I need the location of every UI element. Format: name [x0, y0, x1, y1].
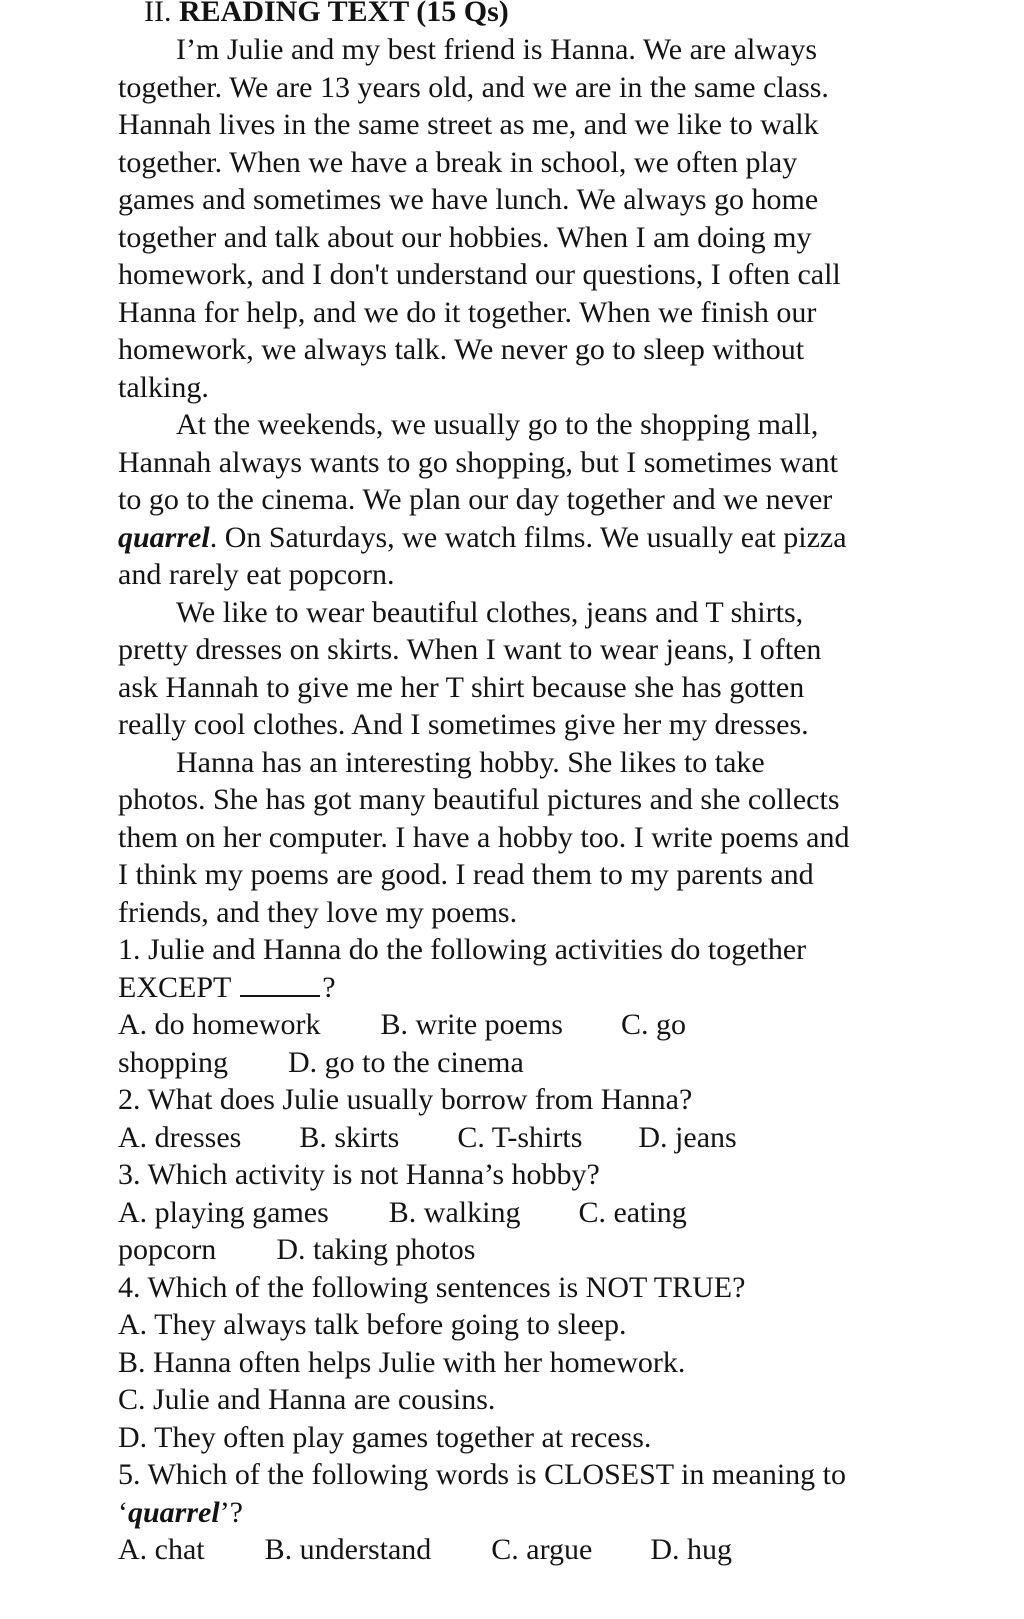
- passage-line: pretty dresses on skirts. When I want to wear jeans, I often: [118, 633, 822, 666]
- passage-line: really cool clothes. And I sometimes give her my dresses.: [118, 708, 809, 741]
- keyword-quarrel: quarrel: [118, 520, 210, 554]
- options-row: [118, 1006, 918, 1044]
- section-title: READING TEXT (15 Qs): [178, 0, 509, 28]
- passage-line: to go to the cinema. We plan our day together and we never: [118, 483, 833, 516]
- passage-line: friends, and they love my poems.: [118, 895, 518, 929]
- option-a: A. dresses: [118, 1120, 242, 1154]
- passage-paragraph-3: [118, 594, 918, 744]
- option-c: C. eating: [578, 1195, 687, 1229]
- option-c-continued: shopping: [118, 1045, 229, 1079]
- close-quote: ’?: [219, 1495, 243, 1529]
- passage-line: together. When we have a break in school, we often play: [118, 145, 798, 179]
- question-stem-text: EXCEPT: [118, 970, 231, 1004]
- passage-line: At the weekends, we usually go to the shopping mall,: [176, 408, 819, 441]
- passage-line: them on her computer. I have a hobby too. I write poems and: [118, 820, 850, 854]
- option-a: A. chat: [118, 1533, 205, 1566]
- passage-line: photos. She has got many beautiful pictures and she collects: [118, 783, 840, 816]
- passage-line: Hanna for help, and we do it together. When we finish our: [118, 295, 817, 329]
- passage-line: games and sometimes we have lunch. We always go home: [118, 183, 819, 216]
- passage-line: together and talk about our hobbies. When I am doing my: [118, 220, 812, 254]
- question-stem: [118, 1494, 918, 1532]
- passage-paragraph-4: [118, 744, 918, 932]
- option-b: B. walking: [388, 1195, 521, 1229]
- passage-line: homework, we always talk. We never go to sleep without: [118, 333, 805, 366]
- question-stem: [118, 969, 918, 1007]
- keyword-quarrel: quarrel: [128, 1495, 220, 1529]
- option-a: A. They always talk before going to sleep.: [118, 1308, 627, 1341]
- option-c: C. Julie and Hanna are cousins.: [118, 1383, 496, 1416]
- question-4: [118, 1269, 918, 1457]
- question-stem: 1. Julie and Hanna do the following activities do together: [118, 933, 807, 966]
- passage-line: talking.: [118, 370, 209, 404]
- passage-paragraph-1: [118, 31, 918, 406]
- passage-line: together. We are 13 years old, and we are in the same class.: [118, 70, 829, 104]
- passage-line: [118, 519, 918, 557]
- passage-line: Hannah lives in the same street as me, and we like to walk: [118, 108, 819, 141]
- question-3: [118, 1156, 918, 1269]
- question-1: [118, 931, 918, 1081]
- question-5: [118, 1456, 918, 1569]
- option-a: A. do homework: [118, 1008, 321, 1041]
- option-d: D. taking photos: [276, 1233, 476, 1266]
- option-b: B. write poems: [380, 1008, 563, 1041]
- option-d: D. They often play games together at recess.: [118, 1420, 652, 1454]
- question-mark: ?: [322, 970, 336, 1004]
- passage-paragraph-2: [118, 406, 918, 594]
- options-row: [118, 1231, 918, 1269]
- open-quote: ‘: [118, 1495, 128, 1529]
- answer-blank: [240, 969, 320, 997]
- options-row: [118, 1194, 918, 1232]
- option-c: C. argue: [491, 1533, 593, 1566]
- option-c: C. T-shirts: [457, 1120, 583, 1154]
- option-c-continued: popcorn: [118, 1233, 217, 1266]
- options-row: [118, 1119, 918, 1157]
- option-b: B. Hanna often helps Julie with her homework.: [118, 1345, 686, 1379]
- reading-worksheet: [118, 0, 918, 1569]
- passage-line: ask Hannah to give me her T shirt because she has gotten: [118, 670, 805, 704]
- passage-line: Hanna has an interesting hobby. She likes to take: [176, 745, 765, 779]
- section-number: II.: [144, 0, 172, 28]
- options-row: [118, 1531, 918, 1569]
- option-d: D. hug: [650, 1533, 733, 1566]
- passage-line: I think my poems are good. I read them to my parents and: [118, 858, 814, 891]
- question-stem: 2. What does Julie usually borrow from Hanna?: [118, 1083, 693, 1116]
- question-stem: 4. Which of the following sentences is NOT TRUE?: [118, 1270, 746, 1304]
- question-stem: 5. Which of the following words is CLOSEST in meaning to: [118, 1458, 847, 1491]
- question-2: [118, 1081, 918, 1156]
- passage-line: We like to wear beautiful clothes, jeans and T shirts,: [176, 595, 804, 629]
- passage-line: homework, and I don't understand our questions, I often call: [118, 258, 841, 291]
- option-d: D. go to the cinema: [288, 1045, 524, 1079]
- option-b: B. skirts: [299, 1120, 400, 1154]
- passage-line: Hannah always wants to go shopping, but I sometimes want: [118, 445, 838, 479]
- option-d: D. jeans: [638, 1120, 737, 1154]
- option-a: A. playing games: [118, 1195, 329, 1229]
- option-c: C. go: [620, 1008, 686, 1041]
- option-b: B. understand: [264, 1533, 432, 1566]
- options-row: [118, 1044, 918, 1082]
- passage-line-rest: . On Saturdays, we watch films. We usually eat pizza: [209, 520, 847, 554]
- passage-line: I’m Julie and my best friend is Hanna. We are always: [176, 33, 818, 66]
- passage-line: and rarely eat popcorn.: [118, 558, 395, 591]
- section-heading: [144, 0, 944, 28]
- question-stem: 3. Which activity is not Hanna’s hobby?: [118, 1158, 600, 1191]
